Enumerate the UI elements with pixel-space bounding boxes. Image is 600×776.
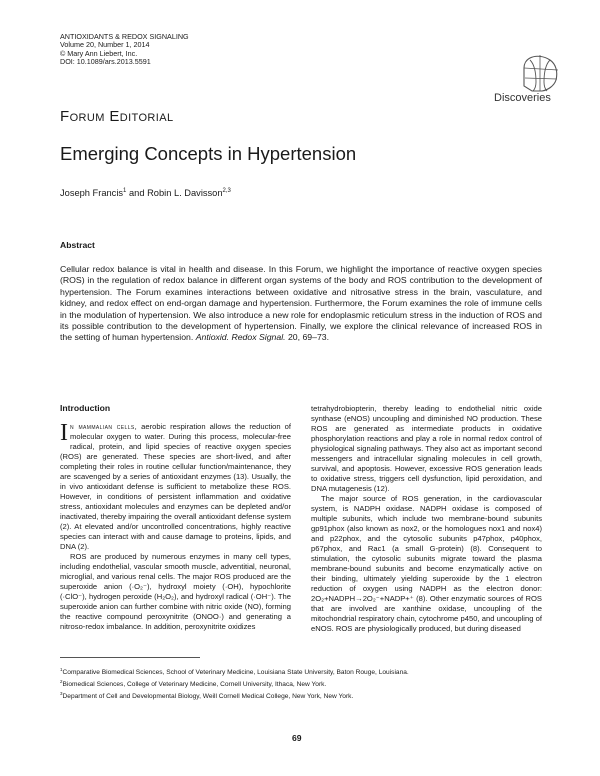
- journal-header: [60, 33, 189, 67]
- left-column: [60, 403, 291, 632]
- journal-doi: DOI: 10.1089/ars.2013.5591: [60, 57, 151, 67]
- footnote-1-marker: 1: [60, 667, 63, 672]
- abstract-citation: Antioxid. Redox Signal.: [195, 332, 286, 343]
- abstract-heading: Abstract: [60, 240, 95, 250]
- author-1: Joseph Francis: [60, 188, 124, 199]
- journal-volume: Volume 20, Number 1, 2014: [60, 40, 150, 50]
- footnote-3-marker: 3: [60, 690, 63, 696]
- footnote-divider: [60, 657, 200, 658]
- footnote-2-text: Biomedical Sciences, College of Veterinary Medicine, Cornell University, Ithaca, New York.: [62, 681, 327, 689]
- abstract-text: Cellular redox balance is vital in health and disease. In this Forum, we highlight the importance of reactive oxygen species (ROS) in the regulation of redox balance in different organ systems of the body and ROS contribution to the development of hypertension. The Forum examines interactions between oxidative and nitrosative stress in the brain, vasculature, and kidney, and redox effect on end-organ damage and hypertension. Furthermore, the Forum examines the role of immune cells in the modulation of hypertension. We also introduce a new role for endoplasmic reticulum stress in the induction of ROS and its possible contribution to the development of hypertension. Finally, we explore the clinical relevance of increased ROS in the setting of human hypertension.: [60, 264, 542, 343]
- abstract-body: [60, 264, 542, 344]
- footnotes: [60, 666, 409, 702]
- journal-name: ANTIOXIDANTS & REDOX SIGNALING: [60, 32, 189, 41]
- journal-copyright: © Mary Ann Liebert, Inc.: [60, 48, 138, 58]
- intro-heading: Introduction: [60, 403, 111, 413]
- intro-p1-text: aerobic respiration allows the reduction of molecular oxygen to water. During this process, molecular-free radical, protein, and lipid species of reactive oxygen species (ROS) are generated. These species are short-lived, and after completing their roles in routine cellular function/maintenance, they are scavenged by a series of antioxidant enzymes (13). Usually, the in vivo antioxidant defense is sufficient to metabolize these ROS. However, in conditions of persistent inflammation and oxidative stress, antioxidant molecules and enzymes can be depleted and/or inactivated, thereby impairing the overall antioxidant defense system (2). At elevated and/or uncontrolled concentrations, highly reactive species can interact with and cause damage to proteins, lipids, and DNA (2).: [60, 422, 292, 551]
- footnote-2-marker: 2: [60, 678, 63, 684]
- drop-cap: I: [60, 420, 68, 446]
- author-conjunction: and: [126, 188, 148, 199]
- author-list: [60, 188, 231, 198]
- footnote-1-text: Comparative Biomedical Sciences, School of Veterinary Medicine, Louisiana State University, Baton Rouge, Louisiana.: [62, 669, 409, 677]
- footnote-1: [60, 666, 409, 678]
- intro-paragraph-4: The major source of ROS generation, in the cardiovascular system, is NADPH oxidase. NADPH oxidase is composed of multiple subunits, which include two membrane-bound subunits gp91phox (also known as nox2, or the homologues nox1 and nox4) and p22phox, and the cytosolic subunits p47phox, p40phox, p67phox, and Rac1 (a small G-protein) (8). Consequent to stimulation, the cytosolic subunits migrate toward the plasma membrane-bound subunits and become enzymatically active on their binding, ultimately yielding superoxide by the 1 electron reduction of oxygen using NADPH as the electron donor: 2O₂+NADPH→2O₂⁻+NADP+⁺ (8). Other enzymatic sources of ROS that are involved are xanthine oxidase, uncoupling of the mitochondrial respiratory chain, cytochrome p450, and uncoupling of eNOS. ROS are physiologically produced, but during diseased: [311, 494, 542, 633]
- footnote-3-text: Department of Cell and Developmental Biology, Weill Cornell Medical College, New York, New York.: [62, 693, 354, 701]
- logo-word: Discoveries: [494, 92, 551, 104]
- intro-smallcaps: n mammalian cells,: [70, 422, 138, 431]
- author-2-affil: 2,3: [222, 188, 231, 194]
- footnote-3: [60, 690, 409, 702]
- intro-paragraph-3: tetrahydrobiopterin, thereby leading to endothelial nitric oxide synthase (eNOS) uncoupling and diminished NO production. These ROS are generated as intermediate products in oxidative phosphorylation reactions and play a role in normal redox control of physiological signaling pathways. They also act as important second messengers and intracellular signaling molecules in cell growth, survival, and apoptosis. However, excessive ROS generation leads to oxidative stress, triggers cell dysfunction, lipid peroxidation, and DNA mutagenesis (12).: [311, 404, 542, 493]
- right-column: [311, 404, 542, 634]
- article-title: Emerging Concepts in Hypertension: [60, 143, 357, 164]
- author-2: Robin L. Davisson: [147, 188, 223, 199]
- abstract-citation-rest: 20, 69–73.: [285, 332, 330, 343]
- author-1-affil: 1: [123, 188, 127, 194]
- section-label: Forum Editorial: [60, 108, 174, 125]
- intro-paragraph-2: ROS are produced by numerous enzymes in many cell types, including endothelial, vascular smooth muscle, adventitial, neuronal, microglial, and various renal cells. The major ROS produced are the superoxide anion (·O₂⁻), hydroxyl moiety (·OH), hypochlorite (·ClO⁻), hydrogen peroxide (H₂O₂), and hydroxyl radical (·OH⁻). The superoxide anion can further combine with nitric oxide (NO), forming the reactive compound peroxynitrite (ONOO·) and generating a nitroso-redox imbalance. In addition, peroxynitrite oxidizes: [60, 552, 291, 631]
- footnote-2: [60, 678, 409, 690]
- page-number: 69: [292, 733, 302, 743]
- intro-paragraph-1: [60, 422, 291, 552]
